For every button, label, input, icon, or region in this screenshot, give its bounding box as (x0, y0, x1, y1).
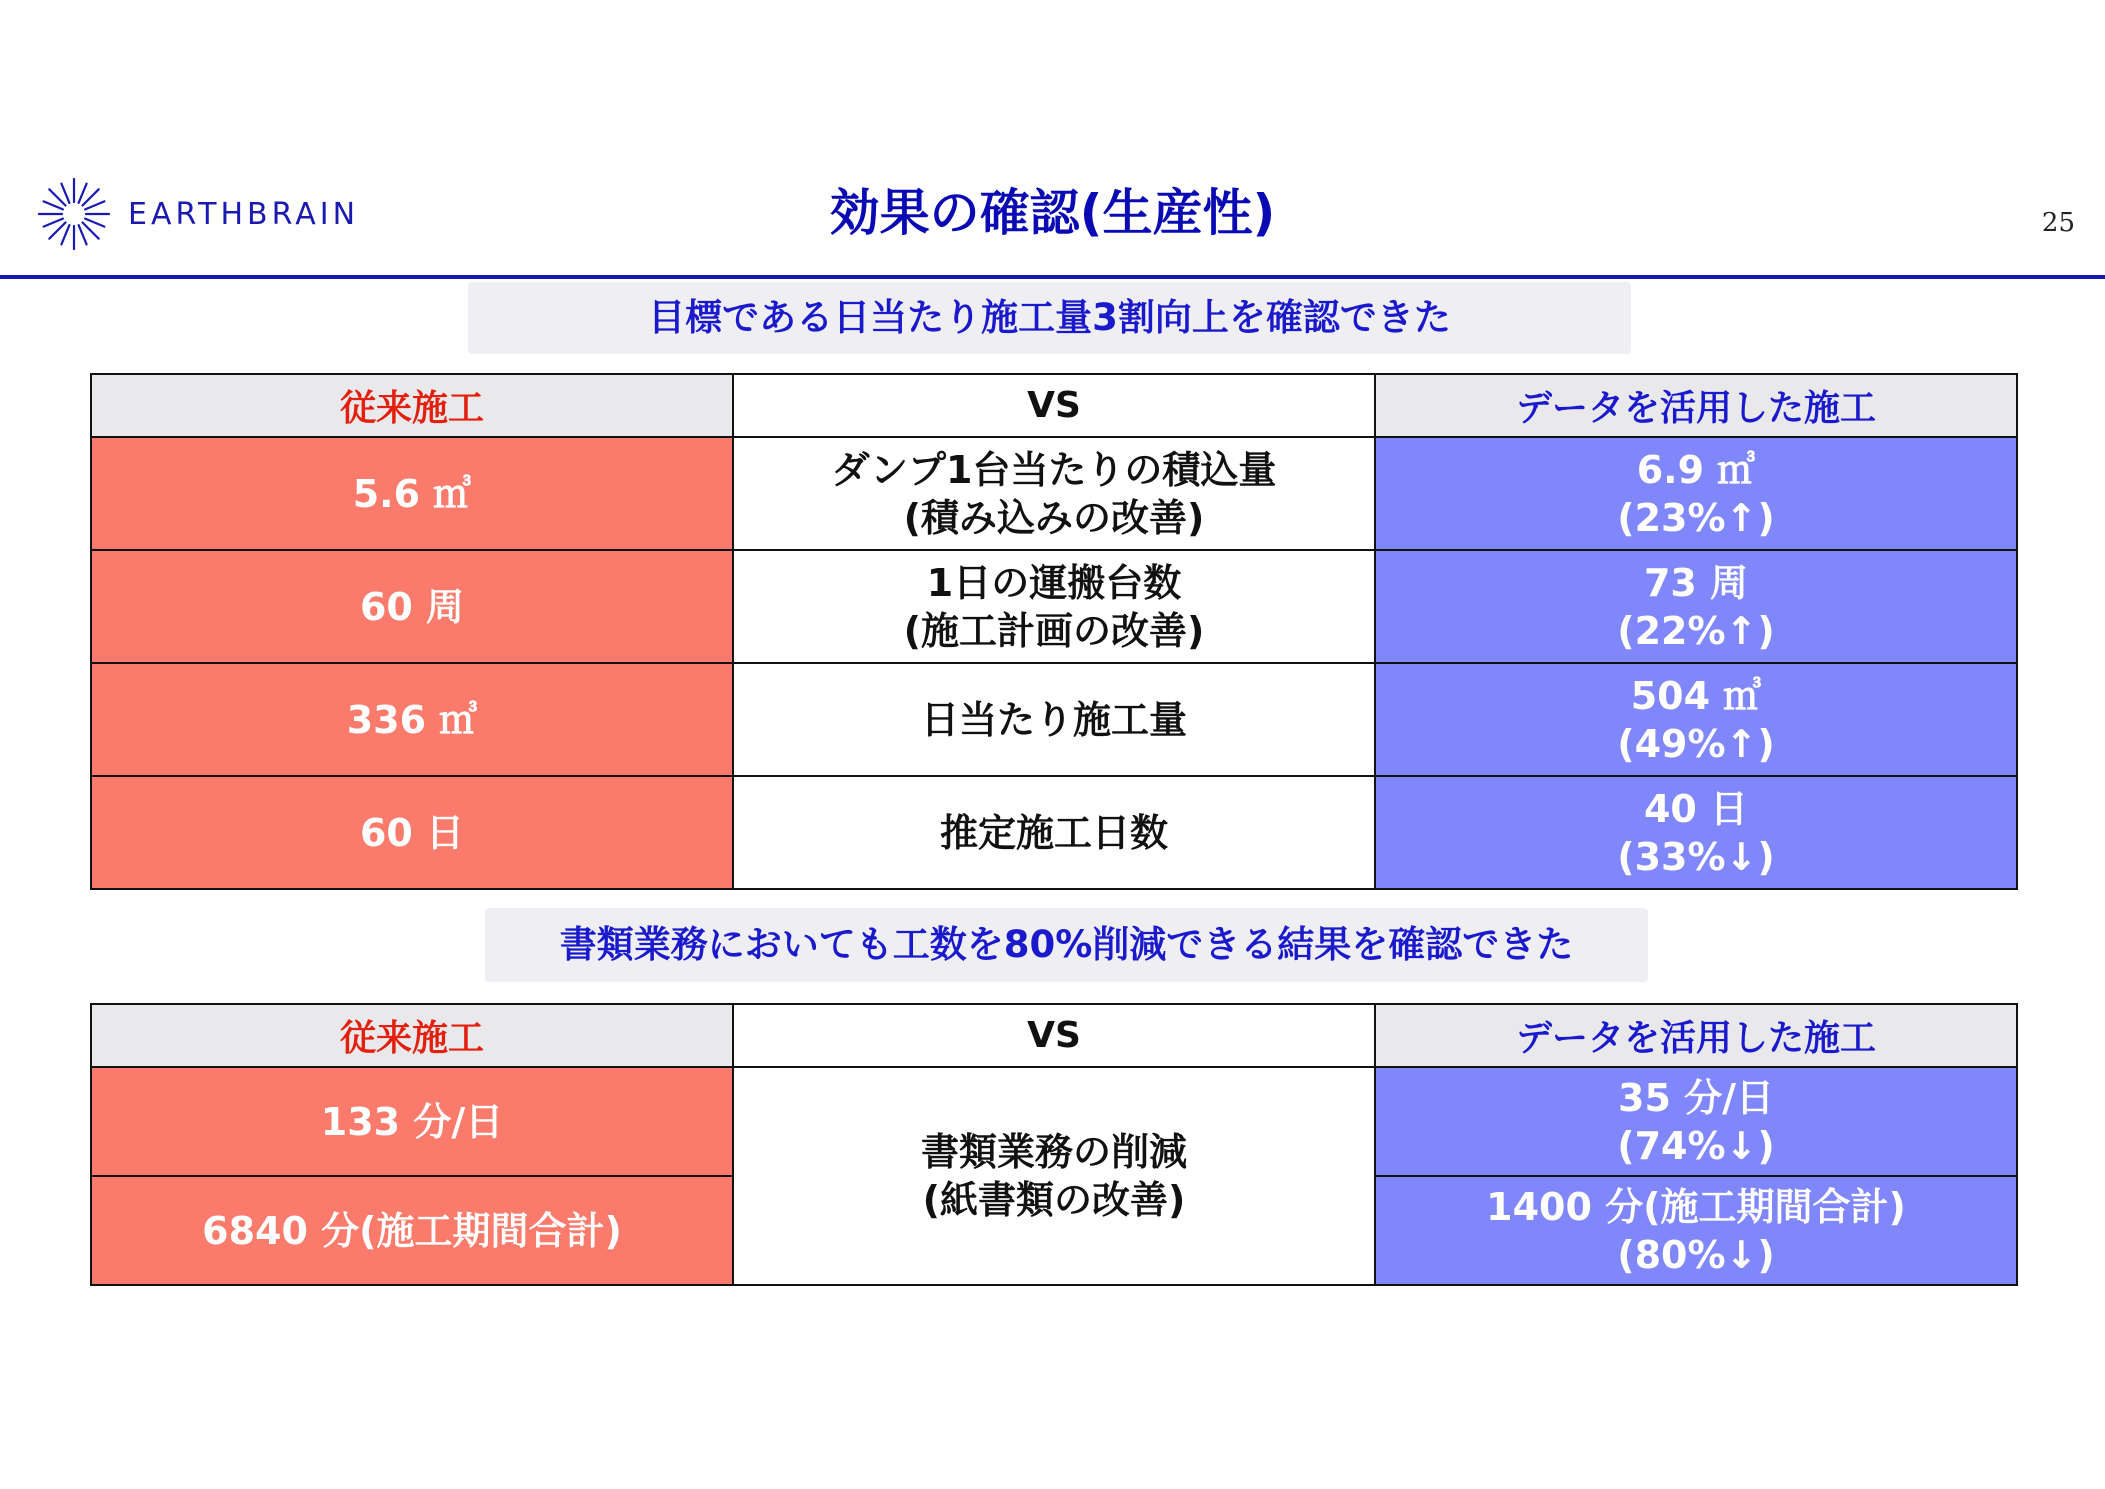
metric-label-line: 日当たり施工量 (920, 697, 1187, 742)
data-driven-value (1375, 437, 2017, 550)
section2-banner: 書類業務においても工数を80%削減できる結果を確認できた (485, 908, 1648, 982)
conventional-value: 5.6 ㎥ (91, 437, 733, 550)
data-driven-amount: 40 日 (1643, 786, 1749, 831)
data-driven-amount: 1400 分(施工期間合計) (1486, 1184, 1906, 1229)
data-driven-value (1375, 663, 2017, 776)
table-row (91, 1067, 2017, 1176)
data-driven-change: (80%↓) (1617, 1232, 1775, 1277)
data-driven-change: (23%↑) (1617, 495, 1775, 540)
data-driven-value (1375, 1067, 2017, 1176)
metric-label (733, 663, 1375, 776)
section1-banner: 目標である日当たり施工量3割向上を確認できた (468, 282, 1631, 354)
data-driven-amount: 504 ㎥ (1630, 673, 1762, 718)
conventional-value: 60 周 (91, 550, 733, 663)
table-row (91, 776, 2017, 889)
header-data-driven: データを活用した施工 (1375, 374, 2017, 437)
header-conventional: 従来施工 (91, 374, 733, 437)
table-header-row (91, 1004, 2017, 1067)
metric-label (733, 1067, 1375, 1285)
data-driven-change: (33%↓) (1617, 834, 1775, 879)
metric-label (733, 776, 1375, 889)
data-driven-amount: 6.9 ㎥ (1636, 447, 1756, 492)
table-header-row (91, 374, 2017, 437)
data-driven-amount: 73 周 (1643, 560, 1749, 605)
logo-text: EARTHBRAIN (128, 196, 360, 232)
metric-label-line: 推定施工日数 (939, 810, 1168, 855)
metric-label-note: (紙書類の改善) (922, 1178, 1186, 1222)
productivity-comparison-table (90, 373, 2018, 890)
metric-label-line: ダンプ1台当たりの積込量 (831, 447, 1277, 492)
metric-label (733, 437, 1375, 550)
conventional-value: 6840 分(施工期間合計) (91, 1176, 733, 1285)
metric-label (733, 550, 1375, 663)
table-row (91, 437, 2017, 550)
data-driven-change: (22%↑) (1617, 608, 1775, 653)
table-row (91, 550, 2017, 663)
data-driven-amount: 35 分/日 (1618, 1075, 1774, 1120)
header-vs: VS (733, 374, 1375, 437)
header-conventional: 従来施工 (91, 1004, 733, 1067)
page-title: 効果の確認(生産性) (829, 184, 1276, 242)
conventional-value: 336 ㎥ (91, 663, 733, 776)
table-row (91, 663, 2017, 776)
data-driven-value (1375, 550, 2017, 663)
metric-label-line: 1日の運搬台数 (926, 560, 1182, 605)
title-divider (0, 275, 2105, 279)
data-driven-value (1375, 776, 2017, 889)
conventional-value: 133 分/日 (91, 1067, 733, 1176)
metric-label-note: (積み込みの改善) (903, 495, 1205, 540)
page-number: 25 (2041, 208, 2075, 238)
paperwork-comparison-table (90, 1003, 2018, 1286)
header-vs: VS (733, 1004, 1375, 1067)
data-driven-change: (49%↑) (1617, 721, 1775, 766)
metric-label-note: (施工計画の改善) (903, 608, 1205, 653)
metric-label-line: 書類業務の削減 (920, 1130, 1187, 1174)
header-data-driven: データを活用した施工 (1375, 1004, 2017, 1067)
conventional-value: 60 日 (91, 776, 733, 889)
data-driven-change: (74%↓) (1617, 1123, 1775, 1168)
data-driven-value (1375, 1176, 2017, 1285)
